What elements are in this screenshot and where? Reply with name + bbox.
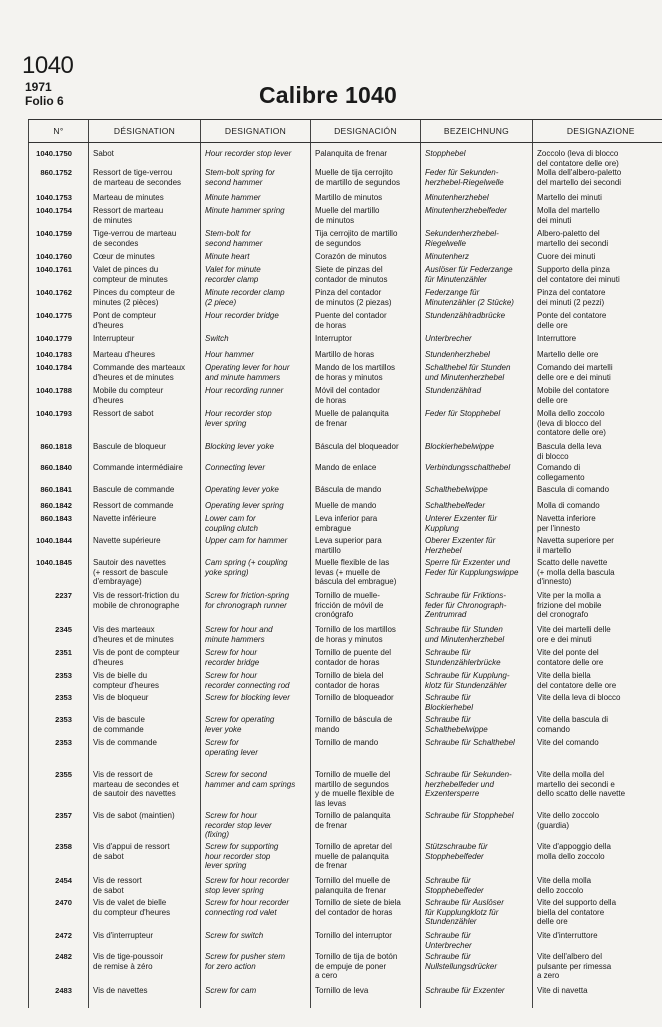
- designation-it-cell: Cuore dei minuti: [533, 252, 662, 265]
- table-row: [29, 501, 662, 514]
- part-number-cell: 1040.1779: [29, 334, 89, 350]
- table-row: [29, 149, 662, 168]
- designation-de-cell: Stützschraube für Stopphebelfeder: [421, 842, 533, 876]
- designation-it-cell: Vite della leva di blocco: [533, 693, 662, 715]
- designation-it-cell: Ponte del contatore delle ore: [533, 311, 662, 334]
- designation-it-cell: Mobile del contatore delle ore: [533, 386, 662, 409]
- part-number-cell: 1040.1760: [29, 252, 89, 265]
- column-header-french: DÉSIGNATION: [89, 120, 201, 143]
- designation-fr-cell: Vis de ressort de marteau de secondes et de sautoir des navettes: [89, 770, 201, 811]
- part-number-cell: 2482: [29, 952, 89, 986]
- designation-es-cell: Muelle de mando: [311, 501, 421, 514]
- folio-label: Folio 6: [25, 94, 64, 108]
- designation-es-cell: Tornillo de biela del contador de horas: [311, 671, 421, 693]
- designation-de-cell: Schraube für Schalthebel: [421, 738, 533, 770]
- designation-fr-cell: Bascule de bloqueur: [89, 442, 201, 463]
- part-number-cell: 2351: [29, 648, 89, 671]
- part-number-cell: 1040.1761: [29, 265, 89, 288]
- designation-en-cell: Valet for minute recorder clamp: [201, 265, 311, 288]
- designation-es-cell: Interruptor: [311, 334, 421, 350]
- table-row: [29, 485, 662, 501]
- designation-it-cell: Vite di navetta: [533, 986, 662, 1008]
- table-row: [29, 350, 662, 363]
- designation-fr-cell: Interrupteur: [89, 334, 201, 350]
- part-number-cell: 860.1818: [29, 442, 89, 463]
- designation-it-cell: Molla dello zoccolo (leva di blocco del contatore delle ore): [533, 409, 662, 442]
- designation-es-cell: Leva superior para martillo: [311, 536, 421, 558]
- designation-en-cell: Screw for cam: [201, 986, 311, 1008]
- column-header-italian: DESIGNAZIONE: [533, 120, 662, 143]
- designation-fr-cell: Vis de ressort de sabot: [89, 876, 201, 898]
- designation-fr-cell: Cœur de minutes: [89, 252, 201, 265]
- designation-es-cell: Tornillo de bloqueador: [311, 693, 421, 715]
- table-row: [29, 514, 662, 536]
- part-number-cell: 2470: [29, 898, 89, 931]
- part-number-cell: 2353: [29, 738, 89, 770]
- designation-it-cell: Martello dei minuti: [533, 193, 662, 206]
- designation-es-cell: Siete de pinzas del contador de minutos: [311, 265, 421, 288]
- table-row: [29, 738, 662, 770]
- designation-en-cell: Operating lever spring: [201, 501, 311, 514]
- designation-de-cell: Schraube für Exzenter: [421, 986, 533, 1008]
- designation-es-cell: Báscula de mando: [311, 485, 421, 501]
- table-row: [29, 168, 662, 193]
- table-row: [29, 311, 662, 334]
- designation-en-cell: Screw for pusher stem for zero action: [201, 952, 311, 986]
- part-number-cell: 1040.1788: [29, 386, 89, 409]
- designation-en-cell: Screw for hour recorder bridge: [201, 648, 311, 671]
- designation-fr-cell: Vis des marteaux d'heures et de minutes: [89, 625, 201, 648]
- designation-fr-cell: Valet de pinces du compteur de minutes: [89, 265, 201, 288]
- table-row: [29, 986, 662, 1008]
- designation-en-cell: Screw for hour recorder stop lever spring: [201, 876, 311, 898]
- designation-de-cell: Schraube für Blockierhebel: [421, 693, 533, 715]
- table-row: [29, 811, 662, 842]
- designation-it-cell: Vite del supporto della biella del contatore delle ore: [533, 898, 662, 931]
- table-row: [29, 536, 662, 558]
- designation-fr-cell: Commande des marteaux d'heures et de minutes: [89, 363, 201, 386]
- designation-es-cell: Muelle de tija cerrojito de martillo de segundos: [311, 168, 421, 193]
- designation-it-cell: Molla dell'albero-paletto del martello dei secondi: [533, 168, 662, 193]
- designation-de-cell: Stopphebel: [421, 149, 533, 168]
- designation-es-cell: Báscula del bloqueador: [311, 442, 421, 463]
- designation-en-cell: Blocking lever yoke: [201, 442, 311, 463]
- designation-en-cell: Hour recorder stop lever: [201, 149, 311, 168]
- part-number-cell: 860.1840: [29, 463, 89, 485]
- table-row: [29, 252, 662, 265]
- designation-es-cell: Tornillo de los martillos de horas y minutos: [311, 625, 421, 648]
- designation-en-cell: Stem-bolt for second hammer: [201, 229, 311, 252]
- table-row: [29, 463, 662, 485]
- designation-en-cell: Screw for second hammer and cam springs: [201, 770, 311, 811]
- table-row: [29, 931, 662, 952]
- designation-fr-cell: Ressort de marteau de minutes: [89, 206, 201, 229]
- designation-it-cell: Vite del comando: [533, 738, 662, 770]
- part-number-cell: 2345: [29, 625, 89, 648]
- designation-en-cell: Screw for operating lever: [201, 738, 311, 770]
- designation-en-cell: Screw for switch: [201, 931, 311, 952]
- part-number-cell: 2353: [29, 693, 89, 715]
- table-row: [29, 842, 662, 876]
- designation-fr-cell: Sabot: [89, 149, 201, 168]
- designation-fr-cell: Vis de sabot (maintien): [89, 811, 201, 842]
- designation-de-cell: Schalthebel für Stunden und Minutenherzhebel: [421, 363, 533, 386]
- designation-fr-cell: Sautoir des navettes (+ ressort de bascule d'embrayage): [89, 558, 201, 591]
- designation-de-cell: Schraube für Kupplung- klotz für Stundenzähler: [421, 671, 533, 693]
- designation-es-cell: Pinza del contador de minutos (2 piezas): [311, 288, 421, 311]
- designation-de-cell: Schraube für Stopphebel: [421, 811, 533, 842]
- table-row: [29, 876, 662, 898]
- part-number-cell: 1040.1750: [29, 149, 89, 168]
- table-row: [29, 265, 662, 288]
- designation-it-cell: Vite dello zoccolo (guardia): [533, 811, 662, 842]
- part-number-cell: 2237: [29, 591, 89, 625]
- part-number-cell: 1040.1783: [29, 350, 89, 363]
- part-number-cell: 1040.1775: [29, 311, 89, 334]
- designation-de-cell: Stundenzählrad: [421, 386, 533, 409]
- designation-es-cell: Tornillo de puente del contador de horas: [311, 648, 421, 671]
- designation-fr-cell: Ressort de sabot: [89, 409, 201, 442]
- designation-es-cell: Tornillo de leva: [311, 986, 421, 1008]
- table-row: [29, 591, 662, 625]
- table-row: [29, 288, 662, 311]
- designation-fr-cell: Tige-verrou de marteau de secondes: [89, 229, 201, 252]
- designation-de-cell: Minutenherz: [421, 252, 533, 265]
- designation-es-cell: Leva inferior para embrague: [311, 514, 421, 536]
- part-number-cell: 2483: [29, 986, 89, 1008]
- designation-de-cell: Stundenherzhebel: [421, 350, 533, 363]
- designation-en-cell: Cam spring (+ coupling yoke spring): [201, 558, 311, 591]
- designation-it-cell: Vite dell'albero del pulsante per rimessa a zero: [533, 952, 662, 986]
- designation-it-cell: Interruttore: [533, 334, 662, 350]
- designation-fr-cell: Navette inférieure: [89, 514, 201, 536]
- designation-en-cell: Hour hammer: [201, 350, 311, 363]
- page-title: Calibre 1040: [259, 82, 397, 108]
- designation-en-cell: Minute hammer: [201, 193, 311, 206]
- designation-fr-cell: Vis de bielle du compteur d'heures: [89, 671, 201, 693]
- column-header-number: N°: [29, 120, 89, 143]
- table-row: [29, 558, 662, 591]
- part-number-cell: 860.1752: [29, 168, 89, 193]
- designation-it-cell: Martello delle ore: [533, 350, 662, 363]
- designation-fr-cell: Navette supérieure: [89, 536, 201, 558]
- designation-de-cell: Schraube für Nullstellungsdrücker: [421, 952, 533, 986]
- designation-de-cell: Feder für Sekunden- herzhebel-Riegelwelle: [421, 168, 533, 193]
- designation-en-cell: Hour recorder bridge: [201, 311, 311, 334]
- table-row: [29, 693, 662, 715]
- designation-en-cell: Operating lever for hour and minute hammers: [201, 363, 311, 386]
- designation-en-cell: Screw for hour recorder stop lever (fixing): [201, 811, 311, 842]
- designation-de-cell: Schraube für Schalthebelwippe: [421, 715, 533, 738]
- column-header-spanish: DESIGNACIÓN: [311, 120, 421, 143]
- part-number-cell: 860.1841: [29, 485, 89, 501]
- designation-fr-cell: Vis de pont de compteur d'heures: [89, 648, 201, 671]
- designation-it-cell: Vite d'interruttore: [533, 931, 662, 952]
- designation-de-cell: Schraube für Stundenzählerbrücke: [421, 648, 533, 671]
- designation-es-cell: Tornillo del muelle de palanquita de frenar: [311, 876, 421, 898]
- part-number-cell: 1040.1784: [29, 363, 89, 386]
- designation-en-cell: Minute heart: [201, 252, 311, 265]
- designation-en-cell: Screw for hour and minute hammers: [201, 625, 311, 648]
- designation-es-cell: Mando de enlace: [311, 463, 421, 485]
- part-number-cell: 860.1843: [29, 514, 89, 536]
- designation-de-cell: Unterbrecher: [421, 334, 533, 350]
- part-number-cell: 1040.1845: [29, 558, 89, 591]
- table-row: [29, 770, 662, 811]
- designation-it-cell: Albero-paletto del martello dei secondi: [533, 229, 662, 252]
- designation-de-cell: Schraube für Auslöser für Kupplungklotz für Stundenzähler: [421, 898, 533, 931]
- designation-es-cell: Corazón de minutos: [311, 252, 421, 265]
- designation-fr-cell: Mobile du compteur d'heures: [89, 386, 201, 409]
- table-row: [29, 898, 662, 931]
- designation-es-cell: Móvil del contador de horas: [311, 386, 421, 409]
- designation-es-cell: Mando de los martillos de horas y minutos: [311, 363, 421, 386]
- designation-de-cell: Oberer Exzenter für Herzhebel: [421, 536, 533, 558]
- designation-es-cell: Muelle del martillo de minutos: [311, 206, 421, 229]
- designation-de-cell: Federzange für Minutenzähler (2 Stücke): [421, 288, 533, 311]
- designation-it-cell: Vite della biella del contatore delle ore: [533, 671, 662, 693]
- designation-de-cell: Stundenzählradbrücke: [421, 311, 533, 334]
- designation-it-cell: Zoccolo (leva di blocco del contatore delle ore): [533, 149, 662, 168]
- designation-es-cell: Palanquita de frenar: [311, 149, 421, 168]
- designation-es-cell: Martillo de horas: [311, 350, 421, 363]
- designation-it-cell: Vite della molla del martello dei secondi e dello scatto delle navette: [533, 770, 662, 811]
- designation-it-cell: Vite per la molla a frizione del mobile del cronografo: [533, 591, 662, 625]
- table-row: [29, 193, 662, 206]
- designation-fr-cell: Marteau de minutes: [89, 193, 201, 206]
- designation-it-cell: Vite d'appoggio della molla dello zoccolo: [533, 842, 662, 876]
- table-body: [29, 143, 662, 1009]
- table-row: [29, 625, 662, 648]
- table-row: [29, 442, 662, 463]
- table-row: [29, 386, 662, 409]
- part-number-cell: 2454: [29, 876, 89, 898]
- table-row: [29, 229, 662, 252]
- part-number-cell: 2358: [29, 842, 89, 876]
- designation-es-cell: Tornillo del interruptor: [311, 931, 421, 952]
- part-number-cell: 2357: [29, 811, 89, 842]
- designation-de-cell: Schalthebelfeder: [421, 501, 533, 514]
- designation-it-cell: Molla del martello dei minuti: [533, 206, 662, 229]
- designation-en-cell: Screw for supporting hour recorder stop lever spring: [201, 842, 311, 876]
- designation-it-cell: Vite del ponte del contatore delle ore: [533, 648, 662, 671]
- designation-de-cell: Schraube für Stunden und Minutenherzhebel: [421, 625, 533, 648]
- part-number-cell: 2472: [29, 931, 89, 952]
- designation-en-cell: Screw for operating lever yoke: [201, 715, 311, 738]
- designation-fr-cell: Pont de compteur d'heures: [89, 311, 201, 334]
- designation-de-cell: Minutenherzhebelfeder: [421, 206, 533, 229]
- part-number-cell: 860.1842: [29, 501, 89, 514]
- designation-it-cell: Comando di collegamento: [533, 463, 662, 485]
- designation-fr-cell: Commande intermédiaire: [89, 463, 201, 485]
- designation-es-cell: Martillo de minutos: [311, 193, 421, 206]
- catalog-number: 1040: [22, 52, 74, 79]
- table-row: [29, 206, 662, 229]
- designation-de-cell: Blockierhebelwippe: [421, 442, 533, 463]
- designation-it-cell: Bascula della leva di blocco: [533, 442, 662, 463]
- catalog-year: 1971: [25, 80, 52, 94]
- designation-es-cell: Tornillo de palanquita de frenar: [311, 811, 421, 842]
- designation-fr-cell: Vis d'appui de ressort de sabot: [89, 842, 201, 876]
- designation-fr-cell: Vis de bascule de commande: [89, 715, 201, 738]
- designation-es-cell: Puente del contador de horas: [311, 311, 421, 334]
- designation-it-cell: Vite della molla dello zoccolo: [533, 876, 662, 898]
- designation-it-cell: Pinza del contatore dei minuti (2 pezzi): [533, 288, 662, 311]
- designation-es-cell: Tornillo de báscula de mando: [311, 715, 421, 738]
- table-row: [29, 715, 662, 738]
- designation-it-cell: Comando dei martelli delle ore e dei minuti: [533, 363, 662, 386]
- designation-de-cell: Schraube für Sekunden- herzhebelfeder und Exzentersperre: [421, 770, 533, 811]
- designation-de-cell: Schraube für Unterbrecher: [421, 931, 533, 952]
- designation-fr-cell: Vis d'interrupteur: [89, 931, 201, 952]
- table-row: [29, 334, 662, 350]
- designation-it-cell: Vite della bascula di comando: [533, 715, 662, 738]
- part-number-cell: 1040.1753: [29, 193, 89, 206]
- designation-de-cell: Feder für Stopphebel: [421, 409, 533, 442]
- designation-it-cell: Navetta inferiore per l'innesto: [533, 514, 662, 536]
- designation-fr-cell: Marteau d'heures: [89, 350, 201, 363]
- designation-it-cell: Navetta superiore per il martello: [533, 536, 662, 558]
- designation-en-cell: Screw for hour recorder connecting rod: [201, 671, 311, 693]
- designation-fr-cell: Vis de tige-poussoir de remise à zéro: [89, 952, 201, 986]
- part-number-cell: 1040.1793: [29, 409, 89, 442]
- designation-fr-cell: Vis de commande: [89, 738, 201, 770]
- part-number-cell: 1040.1754: [29, 206, 89, 229]
- designation-en-cell: Lower cam for coupling clutch: [201, 514, 311, 536]
- designation-en-cell: Screw for hour recorder connecting rod valet: [201, 898, 311, 931]
- part-number-cell: 2355: [29, 770, 89, 811]
- parts-table: [28, 119, 662, 1008]
- designation-en-cell: Hour recording runner: [201, 386, 311, 409]
- designation-fr-cell: Ressort de tige-verrou de marteau de secondes: [89, 168, 201, 193]
- designation-de-cell: Schraube für Stopphebelfeder: [421, 876, 533, 898]
- designation-es-cell: Tija cerrojito de martillo de segundos: [311, 229, 421, 252]
- designation-en-cell: Upper cam for hammer: [201, 536, 311, 558]
- designation-de-cell: Unterer Exzenter für Kupplung: [421, 514, 533, 536]
- designation-it-cell: Supporto della pinza del contatore dei minuti: [533, 265, 662, 288]
- designation-en-cell: Minute hammer spring: [201, 206, 311, 229]
- designation-en-cell: Screw for friction-spring for chronograph runner: [201, 591, 311, 625]
- column-header-english: DESIGNATION: [201, 120, 311, 143]
- designation-en-cell: Minute recorder clamp (2 piece): [201, 288, 311, 311]
- designation-en-cell: Connecting lever: [201, 463, 311, 485]
- designation-de-cell: Schraube für Friktions- feder für Chronograph- Zentrumrad: [421, 591, 533, 625]
- table-row: [29, 409, 662, 442]
- designation-en-cell: Switch: [201, 334, 311, 350]
- designation-es-cell: Tornillo de muelle del martillo de segundos y de muelle flexible de las levas: [311, 770, 421, 811]
- table-header-row: [29, 120, 662, 143]
- designation-fr-cell: Pinces du compteur de minutes (2 pièces): [89, 288, 201, 311]
- designation-de-cell: Schalthebelwippe: [421, 485, 533, 501]
- designation-es-cell: Tornillo de tija de botón de empuje de poner a cero: [311, 952, 421, 986]
- table-row: [29, 952, 662, 986]
- table-row: [29, 363, 662, 386]
- designation-de-cell: Verbindungsschalthebel: [421, 463, 533, 485]
- part-number-cell: 1040.1844: [29, 536, 89, 558]
- part-number-cell: 1040.1762: [29, 288, 89, 311]
- designation-es-cell: Tornillo de muelle- fricción de móvil de cronógrafo: [311, 591, 421, 625]
- table-row: [29, 648, 662, 671]
- designation-de-cell: Minutenherzhebel: [421, 193, 533, 206]
- designation-de-cell: Sekundenherzhebel- Riegelwelle: [421, 229, 533, 252]
- designation-fr-cell: Vis de bloqueur: [89, 693, 201, 715]
- designation-es-cell: Tornillo de siete de biela del contador de horas: [311, 898, 421, 931]
- column-header-german: BEZEICHNUNG: [421, 120, 533, 143]
- designation-de-cell: Sperre für Exzenter und Feder für Kupplungswippe: [421, 558, 533, 591]
- designation-fr-cell: Vis de valet de bielle du compteur d'heures: [89, 898, 201, 931]
- designation-en-cell: Hour recorder stop lever spring: [201, 409, 311, 442]
- table-row: [29, 671, 662, 693]
- part-number-cell: 2353: [29, 671, 89, 693]
- designation-it-cell: Vite dei martelli delle ore e dei minuti: [533, 625, 662, 648]
- designation-es-cell: Muelle de palanquita de frenar: [311, 409, 421, 442]
- designation-en-cell: Stem-bolt spring for second hammer: [201, 168, 311, 193]
- designation-en-cell: Screw for blocking lever: [201, 693, 311, 715]
- designation-it-cell: Bascula di comando: [533, 485, 662, 501]
- designation-es-cell: Tornillo de mando: [311, 738, 421, 770]
- designation-fr-cell: Vis de ressort-friction du mobile de chronographe: [89, 591, 201, 625]
- part-number-cell: 2353: [29, 715, 89, 738]
- designation-it-cell: Scatto delle navette (+ molla della bascula d'innesto): [533, 558, 662, 591]
- part-number-cell: 1040.1759: [29, 229, 89, 252]
- designation-es-cell: Tornillo de apretar del muelle de palanquita de frenar: [311, 842, 421, 876]
- designation-es-cell: Muelle flexible de las levas (+ muelle de báscula del embrague): [311, 558, 421, 591]
- designation-fr-cell: Ressort de commande: [89, 501, 201, 514]
- designation-fr-cell: Bascule de commande: [89, 485, 201, 501]
- designation-it-cell: Molla di comando: [533, 501, 662, 514]
- designation-de-cell: Auslöser für Federzange für Minutenzähler: [421, 265, 533, 288]
- designation-fr-cell: Vis de navettes: [89, 986, 201, 1008]
- designation-en-cell: Operating lever yoke: [201, 485, 311, 501]
